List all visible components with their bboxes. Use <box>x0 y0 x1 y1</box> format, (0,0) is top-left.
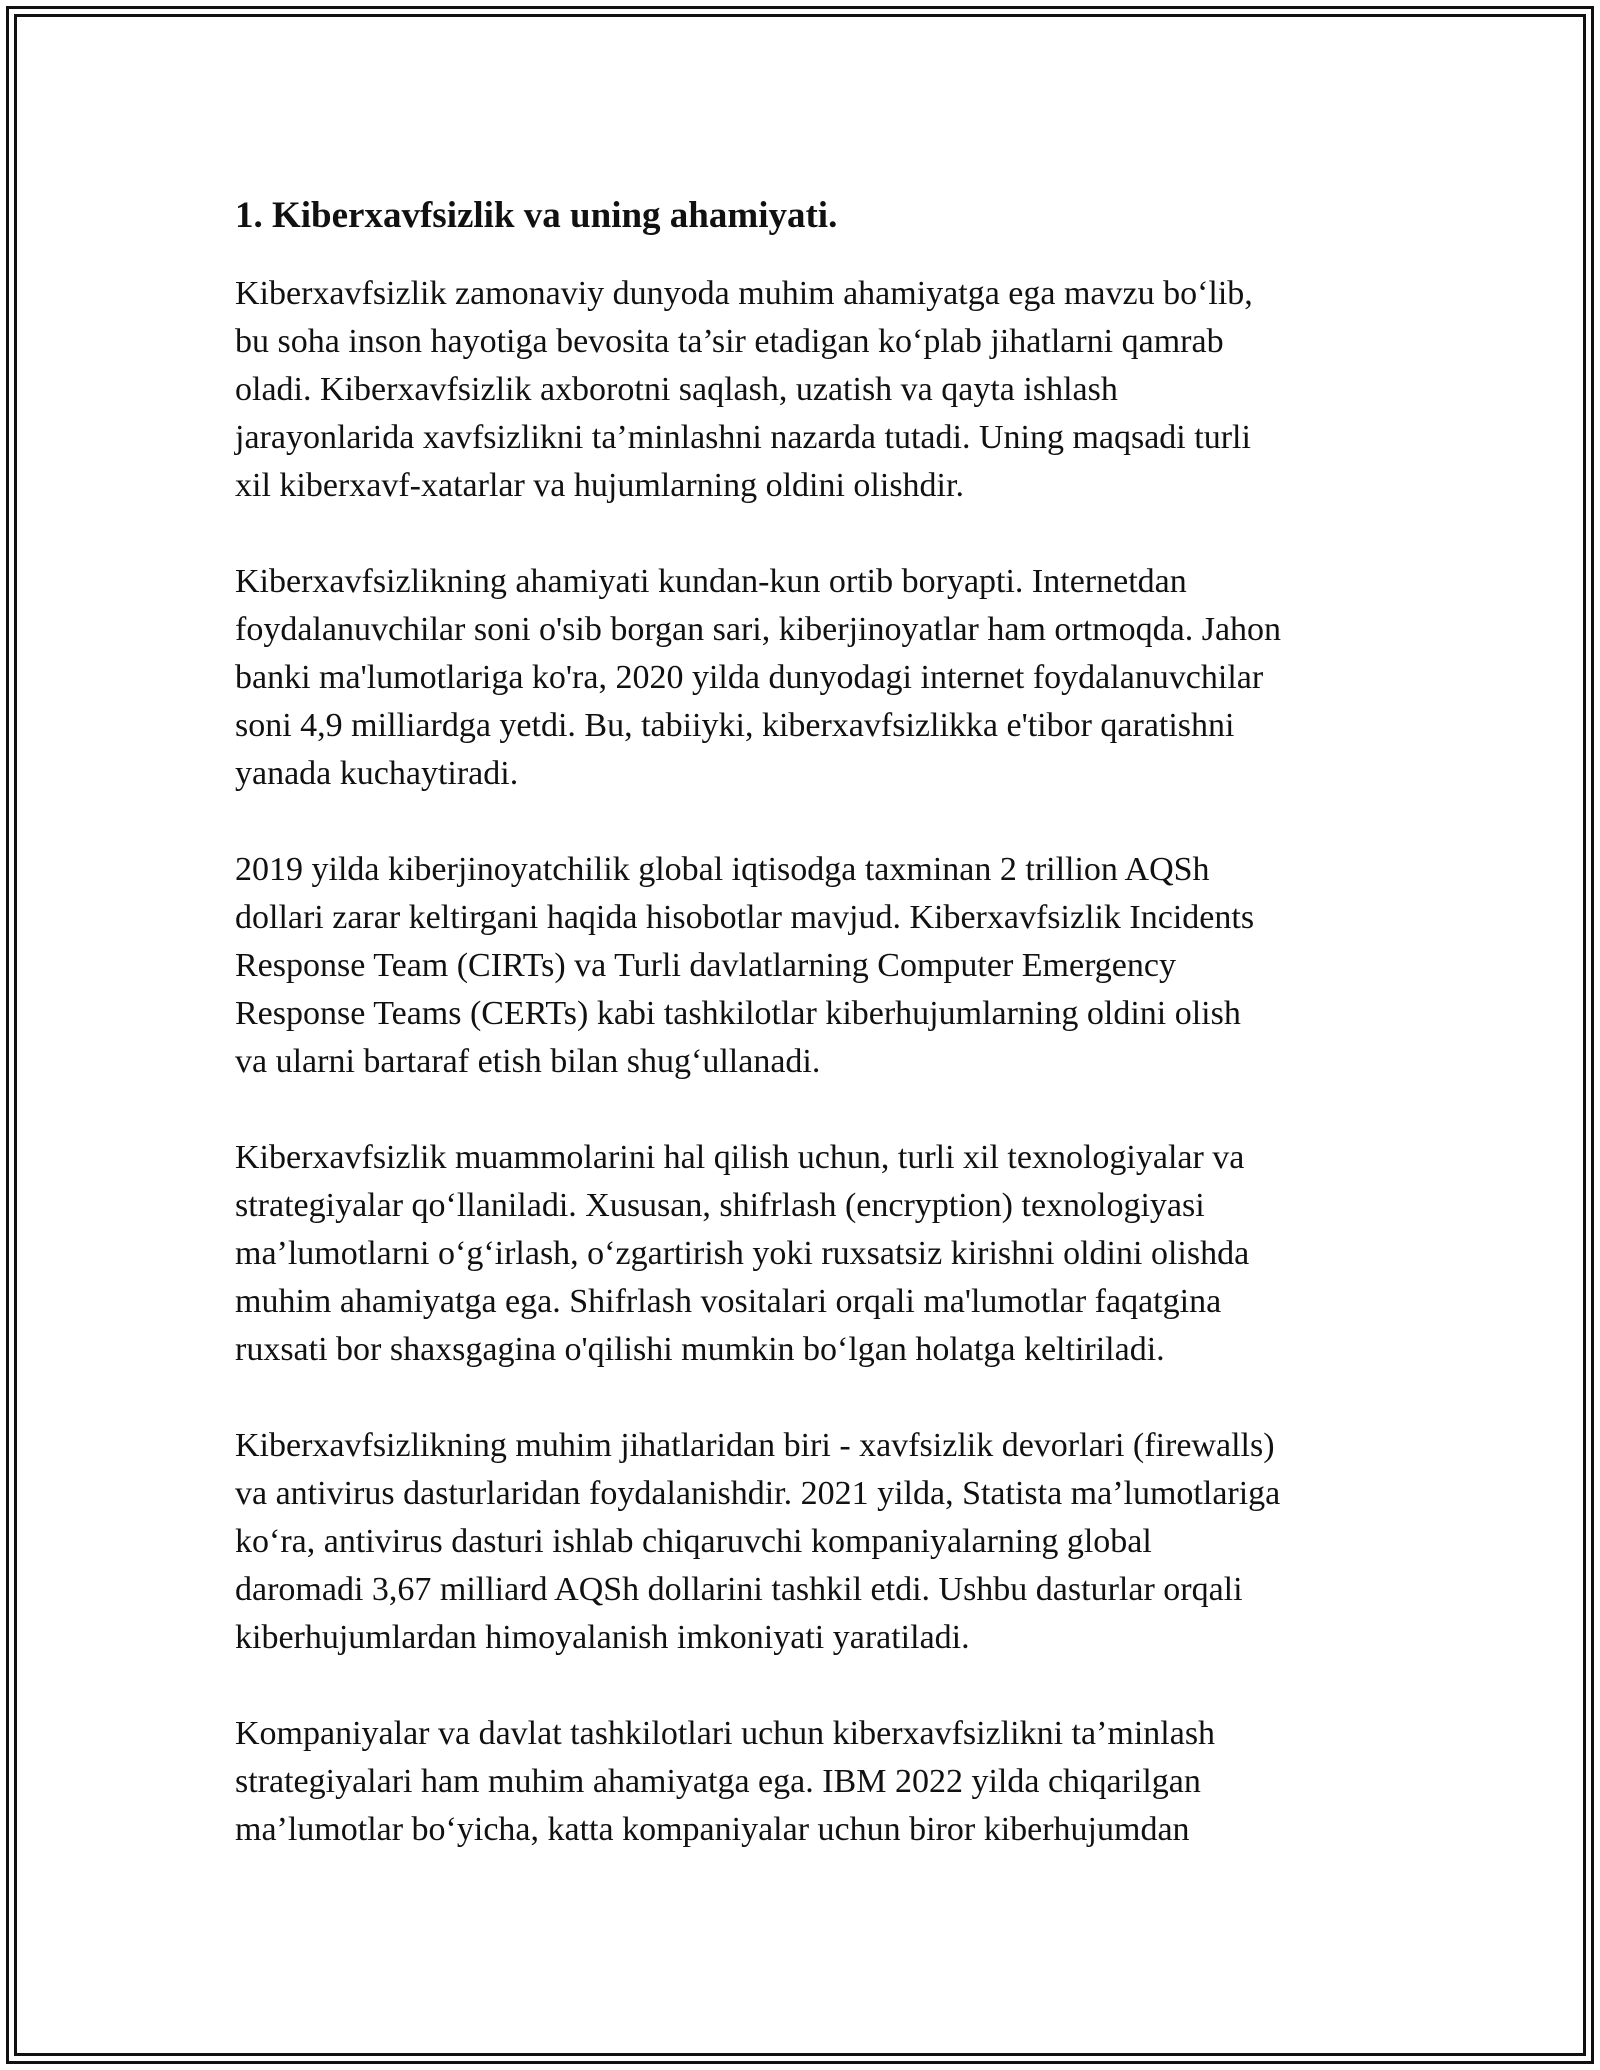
text-line: Response Team (CIRTs) va Turli davlatlarning Computer Emergency <box>235 947 1176 984</box>
text-line: va antivirus dasturlaridan foydalanishdir. 2021 yilda, Statista ma’lumotlariga <box>235 1475 1281 1512</box>
text-line: Response Teams (CERTs) kabi tashkilotlar kiberhujumlarning oldini olish <box>235 995 1241 1032</box>
paragraph-3 <box>235 846 1375 1086</box>
text-line: Kiberxavfsizlik muammolarini hal qilish uchun, turli xil texnologiyalar va <box>235 1139 1245 1176</box>
paragraph-1 <box>235 270 1375 510</box>
text-line: foydalanuvchilar soni o'sib borgan sari, kiberjinoyatlar ham ortmoqda. Jahon <box>235 611 1282 648</box>
text-line: Kompaniyalar va davlat tashkilotlari uchun kiberxavfsizlikni ta’minlash <box>235 1715 1216 1752</box>
text-line: xil kiberxavf-xatarlar va hujumlarning oldini olishdir. <box>235 467 964 504</box>
text-line: va ularni bartaraf etish bilan shug‘ullanadi. <box>235 1043 821 1080</box>
text-line: muhim ahamiyatga ega. Shifrlash vositalari orqali ma'lumotlar faqatgina <box>235 1283 1222 1320</box>
paragraph-5 <box>235 1422 1375 1662</box>
text-line: strategiyalari ham muhim ahamiyatga ega. IBM 2022 yilda chiqarilgan <box>235 1763 1201 1800</box>
text-line: ma’lumotlarni o‘g‘irlash, o‘zgartirish yoki ruxsatsiz kirishni oldini olishda <box>235 1235 1250 1272</box>
text-line: ma’lumotlar bo‘yicha, katta kompaniyalar uchun biror kiberhujumdan <box>235 1811 1190 1848</box>
text-line: ko‘ra, antivirus dasturi ishlab chiqaruvchi kompaniyalarning global <box>235 1523 1152 1560</box>
text-line: yanada kuchaytiradi. <box>235 755 519 792</box>
text-line: Kiberxavfsizlikning muhim jihatlaridan biri - xavfsizlik devorlari (firewalls) <box>235 1427 1275 1464</box>
text-line: ruxsati bor shaxsgagina o'qilishi mumkin bo‘lgan holatga keltiriladi. <box>235 1331 1165 1368</box>
paragraph-4 <box>235 1134 1375 1374</box>
text-line: strategiyalar qo‘llaniladi. Xususan, shifrlash (encryption) texnologiyasi <box>235 1187 1205 1224</box>
text-line: 2019 yilda kiberjinoyatchilik global iqtisodga taxminan 2 trillion AQSh <box>235 851 1210 888</box>
document-body <box>235 188 1375 1902</box>
paragraph-6 <box>235 1710 1375 1854</box>
text-line: bu soha inson hayotiga bevosita ta’sir etadigan ko‘plab jihatlarni qamrab <box>235 323 1224 360</box>
text-line: daromadi 3,67 milliard AQSh dollarini tashkil etdi. Ushbu dasturlar orqali <box>235 1571 1243 1608</box>
text-line: Kiberxavfsizlikning ahamiyati kundan-kun ortib boryapti. Internetdan <box>235 563 1187 600</box>
text-line: kiberhujumlardan himoyalanish imkoniyati yaratiladi. <box>235 1619 970 1656</box>
section-heading: 1. Kiberxavfsizlik va uning ahamiyati. <box>235 195 838 236</box>
text-line: oladi. Kiberxavfsizlik axborotni saqlash, uzatish va qayta ishlash <box>235 371 1118 408</box>
text-line: banki ma'lumotlariga ko'ra, 2020 yilda dunyodagi internet foydalanuvchilar <box>235 659 1264 696</box>
paragraph-2 <box>235 558 1375 798</box>
text-line: soni 4,9 milliardga yetdi. Bu, tabiiyki, kiberxavfsizlikka e'tibor qaratishni <box>235 707 1235 744</box>
text-line: dollari zarar keltirgani haqida hisobotlar mavjud. Kiberxavfsizlik Incidents <box>235 899 1255 936</box>
text-line: jarayonlarida xavfsizlikni ta’minlashni nazarda tutadi. Uning maqsadi turli <box>235 419 1251 456</box>
text-line: Kiberxavfsizlik zamonaviy dunyoda muhim ahamiyatga ega mavzu bo‘lib, <box>235 275 1253 312</box>
